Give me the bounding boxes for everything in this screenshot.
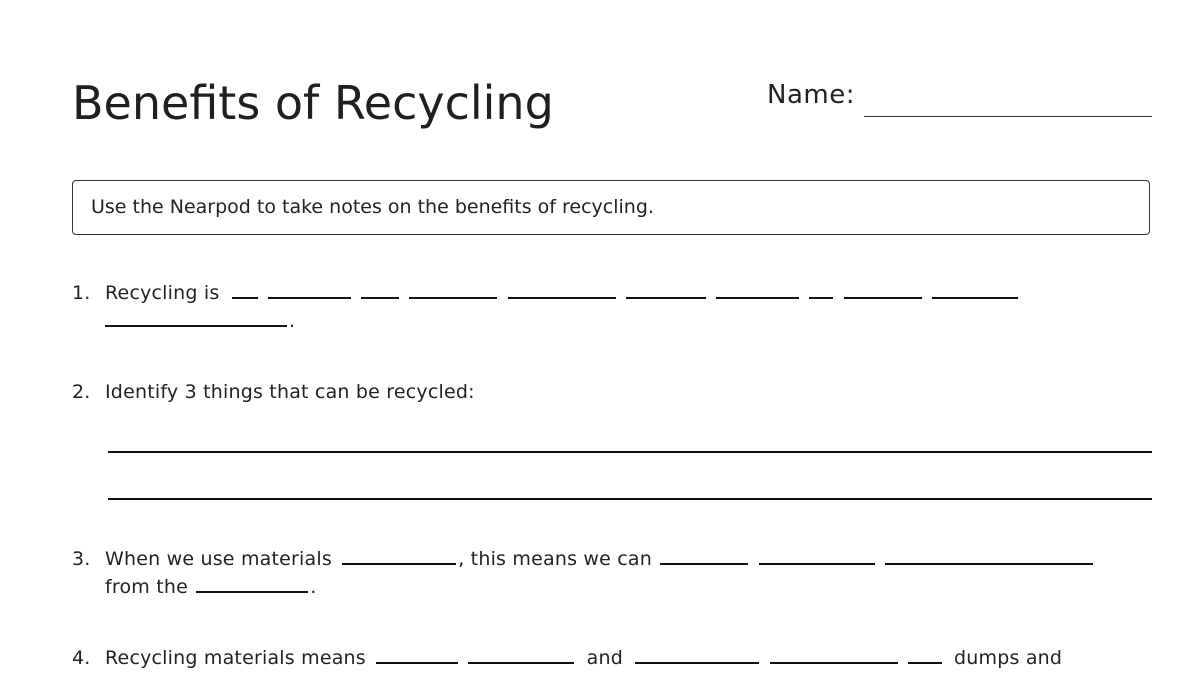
question-3 (72, 545, 1152, 601)
answer-blank[interactable] (468, 662, 574, 664)
question-text: Recycling materials means (105, 647, 366, 669)
answer-line[interactable] (108, 498, 1152, 500)
answer-blank[interactable] (268, 297, 351, 299)
instructions-text: Use the Nearpod to take notes on the benefits of recycling. (91, 196, 654, 218)
answer-line[interactable] (108, 451, 1152, 453)
answer-blank[interactable] (932, 297, 1018, 299)
question-text: Recycling is (105, 282, 220, 304)
answer-blank[interactable] (635, 662, 759, 664)
name-label: Name: (767, 80, 855, 110)
question-1 (72, 279, 1152, 335)
answer-blank[interactable] (759, 563, 875, 565)
instructions-box (72, 180, 1150, 235)
answer-blank[interactable] (770, 662, 898, 664)
answer-blank[interactable] (508, 297, 616, 299)
question-2 (72, 378, 475, 406)
question-number: 2. (72, 381, 91, 403)
answer-blank[interactable] (908, 662, 942, 664)
question-text: , this means we can (458, 548, 653, 570)
answer-blank[interactable] (376, 662, 458, 664)
question-text: When we use materials (105, 548, 332, 570)
answer-blank[interactable] (105, 325, 287, 327)
answer-blank[interactable] (232, 297, 258, 299)
question-end: . (310, 576, 317, 598)
question-text: and (586, 647, 624, 669)
question-text: Identify 3 things that can be recycled: (105, 381, 475, 403)
question-number: 4. (72, 647, 91, 669)
question-number: 1. (72, 282, 91, 304)
page-title: Benefits of Recycling (72, 76, 554, 130)
question-text: from the (105, 576, 189, 598)
question-end: . (289, 310, 296, 332)
name-field[interactable] (864, 116, 1152, 117)
answer-blank[interactable] (716, 297, 799, 299)
question-number: 3. (72, 548, 91, 570)
question-text: dumps and (954, 647, 1063, 669)
answer-blank[interactable] (409, 297, 497, 299)
answer-blank[interactable] (844, 297, 922, 299)
answer-blank[interactable] (885, 563, 1093, 565)
answer-blank[interactable] (196, 591, 308, 593)
answer-blank[interactable] (809, 297, 833, 299)
answer-blank[interactable] (342, 563, 456, 565)
question-4 (72, 644, 1152, 672)
answer-blank[interactable] (361, 297, 399, 299)
answer-blank[interactable] (660, 563, 748, 565)
answer-blank[interactable] (626, 297, 706, 299)
